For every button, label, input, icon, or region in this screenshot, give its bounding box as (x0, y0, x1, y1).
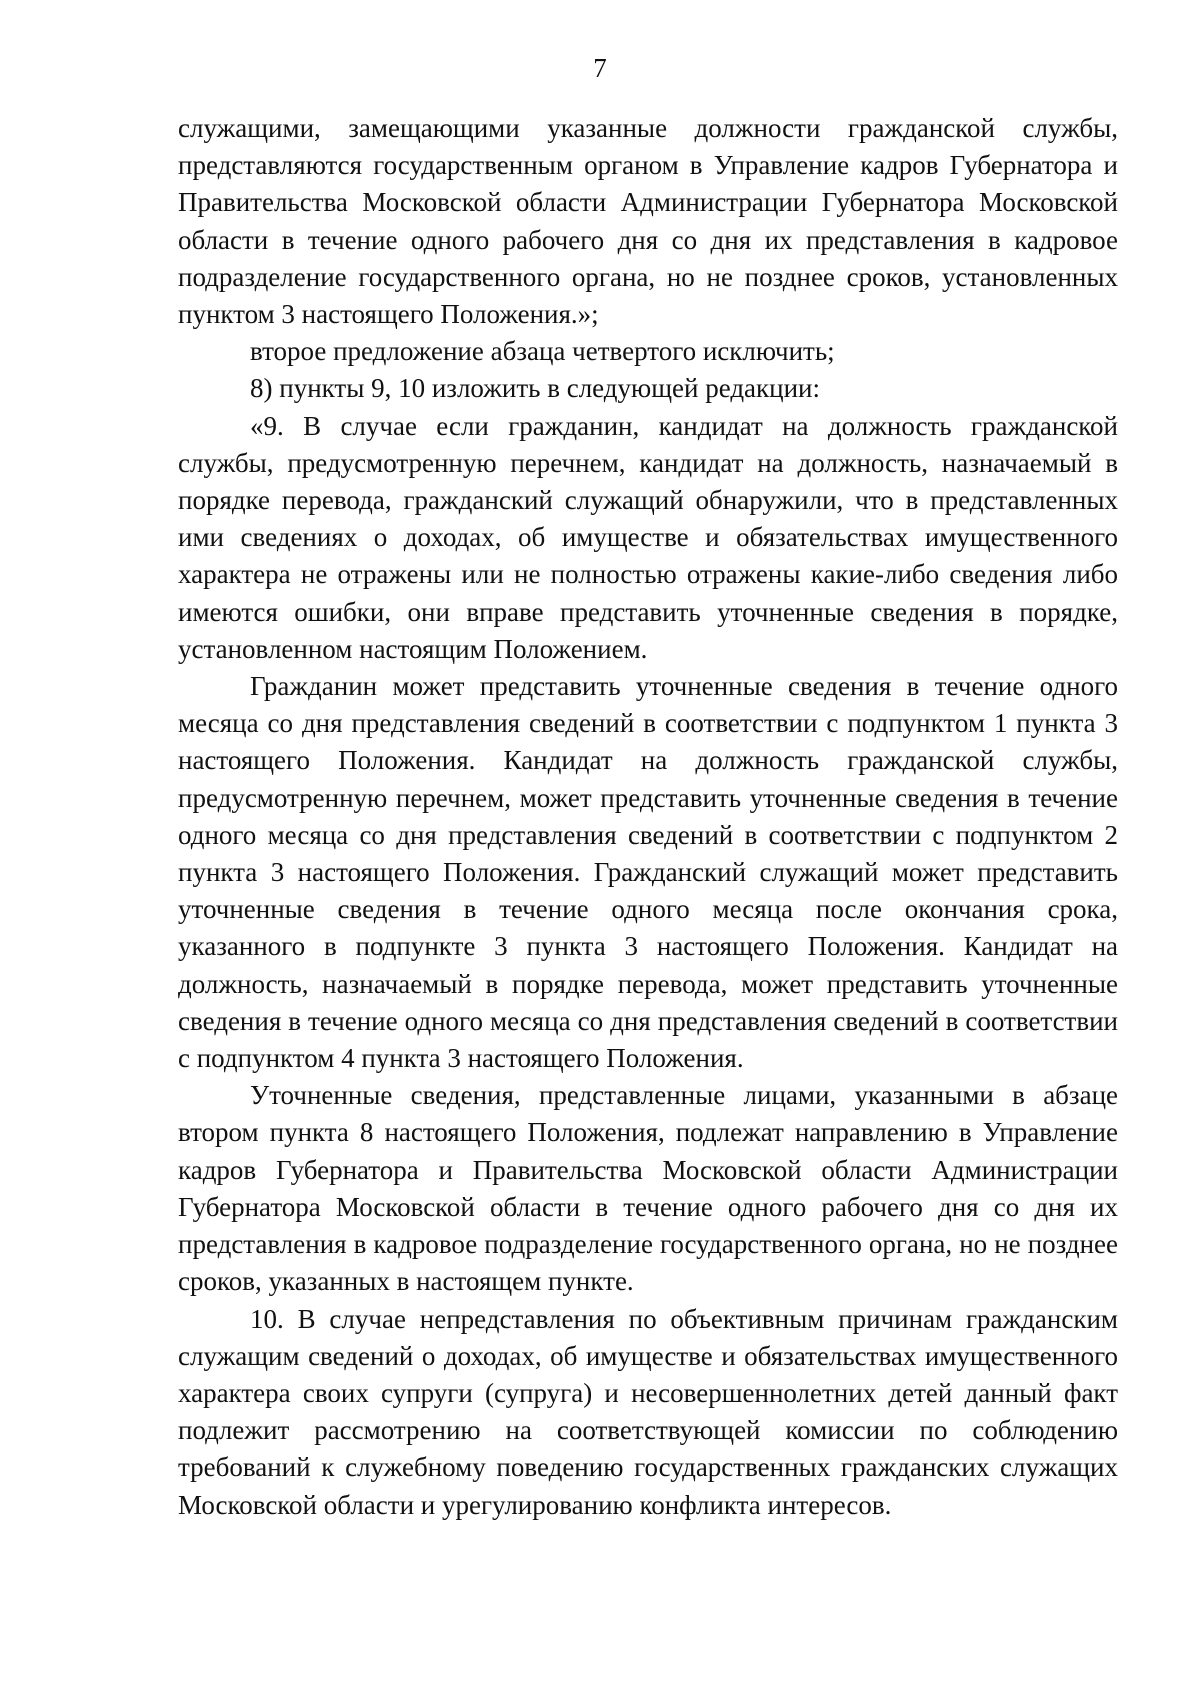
paragraph-continuation: служащими, замещающими указанные должности гражданской службы, представляются государственным органом в Управление кадров Губернатора и Правительства Московской области Администрации Губернатора Московской области в течение одного рабочего дня со дня их представления в кадровое подразделение государственного органа, но не позднее сроков, установленных пунктом 3 настоящего Положения.»; (178, 113, 1118, 330)
paragraph-second-sentence-removal: второе предложение абзаца четвертого исключить; (250, 336, 835, 367)
page-number: 7 (593, 53, 607, 83)
paragraph-clarified-info-submission: Уточненные сведения, представленные лицами, указанными в абзаце втором пункта 8 настоящего Положения, подлежат направлению в Управление кадров Губернатора и Правительства Московской области Администрации Губернатора Московской области в течение одного рабочего дня со дня их представления в кадровое подразделение государственного органа, но не позднее сроков, указанных в настоящем пункте. (178, 1080, 1118, 1297)
paragraph-clause-9: «9. В случае если гражданин, кандидат на должность гражданской службы, предусмотренную перечнем, кандидат на должность, назначаемый в порядке перевода, гражданский служащий обнаружили, что в представленных ими сведениях о доходах, об имуществе и обязательствах имущественного характера не отражены или не полностью отражены какие-либо сведения либо имеются ошибки, они вправе представить уточненные сведения в порядке, установленном настоящим Положением. (178, 410, 1118, 664)
document-body (178, 110, 1118, 1524)
paragraph-item-8: 8) пункты 9, 10 изложить в следующей редакции: (250, 373, 821, 404)
paragraph-clause-10: 10. В случае непредставления по объективным причинам гражданским служащим сведений о доходах, об имуществе и обязательствах имущественного характера своих супруги (супруга) и несовершеннолетних детей данный факт подлежит рассмотрению на соответствующей комиссии по соблюдению требований к служебному поведению государственных гражданских служащих Московской области и урегулированию конфликта интересов. (178, 1303, 1118, 1520)
paragraph-clarified-info-deadlines: Гражданин может представить уточненные сведения в течение одного месяца со дня представления сведений в соответствии с подпунктом 1 пункта 3 настоящего Положения. Кандидат на должность гражданской службы, предусмотренную перечнем, может представить уточненные сведения в течение одного месяца со дня представления сведений в соответствии с подпунктом 2 пункта 3 настоящего Положения. Гражданский служащий может представить уточненные сведения в течение одного месяца после окончания срока, указанного в подпункте 3 пункта 3 настоящего Положения. Кандидат на должность, назначаемый в порядке перевода, может представить уточненные сведения в течение одного месяца со дня представления сведений в соответствии с подпунктом 4 пункта 3 настоящего Положения. (178, 671, 1118, 1074)
